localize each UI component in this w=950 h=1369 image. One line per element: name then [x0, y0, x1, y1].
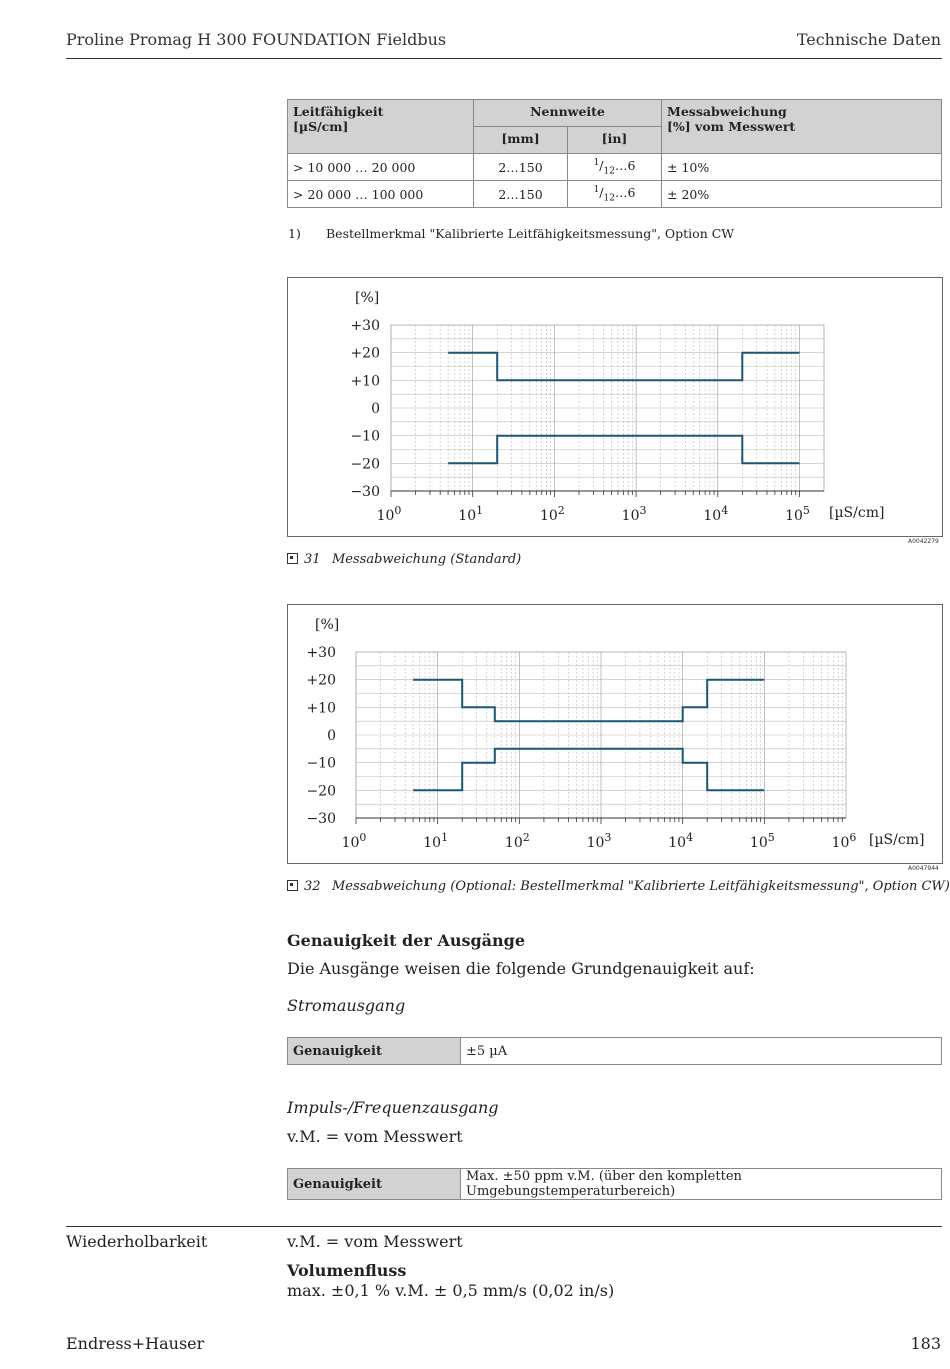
x-tick-label: $10^3$	[621, 504, 647, 524]
y-tick-label: +30	[306, 645, 336, 661]
figure-caption: 32 Messabweichung (Optional: Bestellmerkmal "Kalibrierte Leitfähigkeitsmessung", Option CW)	[287, 879, 950, 894]
table-row: > 10 000 … 20 000 2…150 $^1/_{12}\dots 6$ ± 10%	[288, 154, 942, 181]
series-line-upper	[413, 680, 764, 722]
y-axis-label: [%]	[355, 290, 380, 306]
volume-flow-heading: Volumenfluss	[287, 1261, 407, 1280]
x-tick-label: $10^3$	[586, 831, 612, 851]
figure-code: A0042279	[908, 538, 939, 545]
y-tick-label: −10	[350, 428, 380, 445]
col-mm: [mm]	[474, 127, 568, 154]
x-tick-label: $10^2$	[539, 504, 565, 524]
y-tick-label: +20	[350, 345, 380, 362]
repeatability-note: v.M. = vom Messwert	[287, 1232, 463, 1251]
x-tick-label: $10^4$	[703, 504, 729, 524]
figure-icon	[287, 880, 298, 891]
x-tick-label: $10^5$	[785, 504, 810, 524]
figure-caption: 31 Messabweichung (Standard)	[287, 552, 521, 567]
header-divider	[66, 58, 942, 59]
page-number: 183	[910, 1334, 941, 1353]
x-tick-label: $10^0$	[341, 831, 367, 851]
subheading-current: Stromausgang	[287, 996, 406, 1015]
header-section: Technische Daten	[796, 30, 941, 49]
y-tick-label: 0	[327, 728, 336, 744]
x-tick-label: $10^1$	[458, 504, 484, 524]
x-tick-label: $10^4$	[668, 831, 694, 851]
y-axis-label: [%]	[315, 617, 340, 633]
table-row: > 20 000 … 100 000 2…150 $^1/_{12}\dots 6$ ± 20%	[288, 181, 942, 208]
y-tick-label: +30	[350, 318, 380, 334]
series-line-lower	[413, 749, 764, 791]
section-heading: Genauigkeit der Ausgänge	[287, 931, 526, 950]
y-tick-label: −30	[350, 484, 380, 500]
y-tick-label: +10	[350, 373, 380, 390]
y-tick-label: −10	[306, 755, 336, 772]
subheading-pulse: Impuls-/Frequenzausgang	[287, 1098, 499, 1117]
x-tick-label: $10^0$	[376, 504, 402, 524]
footnote-number: 1)	[288, 226, 301, 241]
pulse-accuracy-table: Genauigkeit Max. ±50 ppm v.M. (über den kompletten Umgebungstemperaturbereich)	[287, 1168, 942, 1200]
y-tick-label: +20	[306, 672, 336, 689]
chart-optional	[287, 604, 943, 864]
footnote-text: Bestellmerkmal "Kalibrierte Leitfähigkeitsmessung", Option CW	[326, 226, 735, 241]
x-tick-label: $10^5$	[749, 831, 775, 851]
y-tick-label: −20	[350, 456, 380, 473]
repeatability-label: Wiederholbarkeit	[66, 1232, 208, 1251]
figure-icon	[287, 553, 298, 564]
y-tick-label: −20	[306, 783, 336, 800]
conductivity-table	[287, 99, 942, 208]
col-in: [in]	[568, 127, 662, 154]
current-accuracy-table: Genauigkeit ±5 µA	[287, 1037, 942, 1065]
x-tick-label: $10^6$	[831, 831, 857, 851]
col-deviation: Messabweichung [%] vom Messwert	[662, 100, 942, 154]
x-tick-label: $10^1$	[423, 831, 449, 851]
section-divider	[66, 1226, 942, 1227]
col-nominal-size: Nennweite	[474, 100, 662, 127]
figure-code: A0047944	[908, 865, 939, 872]
y-tick-label: −30	[306, 811, 336, 827]
chart-standard-svg	[288, 278, 942, 536]
y-tick-label: 0	[371, 401, 380, 417]
chart-standard	[287, 277, 943, 537]
pulse-note: v.M. = vom Messwert	[287, 1127, 463, 1146]
x-tick-label: $10^2$	[504, 831, 530, 851]
x-axis-label: [µS/cm]	[869, 832, 925, 848]
x-axis-label: [µS/cm]	[829, 505, 885, 521]
header-title: Proline Promag H 300 FOUNDATION Fieldbus	[66, 30, 447, 49]
footer-brand: Endress+Hauser	[66, 1334, 205, 1353]
y-tick-label: +10	[306, 700, 336, 717]
col-conductivity: Leitfähigkeit [µS/cm]	[288, 100, 474, 154]
intro-text: Die Ausgänge weisen die folgende Grundgenauigkeit auf:	[287, 959, 755, 978]
volume-flow-value: max. ±0,1 % v.M. ± 0,5 mm/s (0,02 in/s)	[287, 1281, 615, 1300]
chart-optional-svg	[288, 605, 942, 863]
